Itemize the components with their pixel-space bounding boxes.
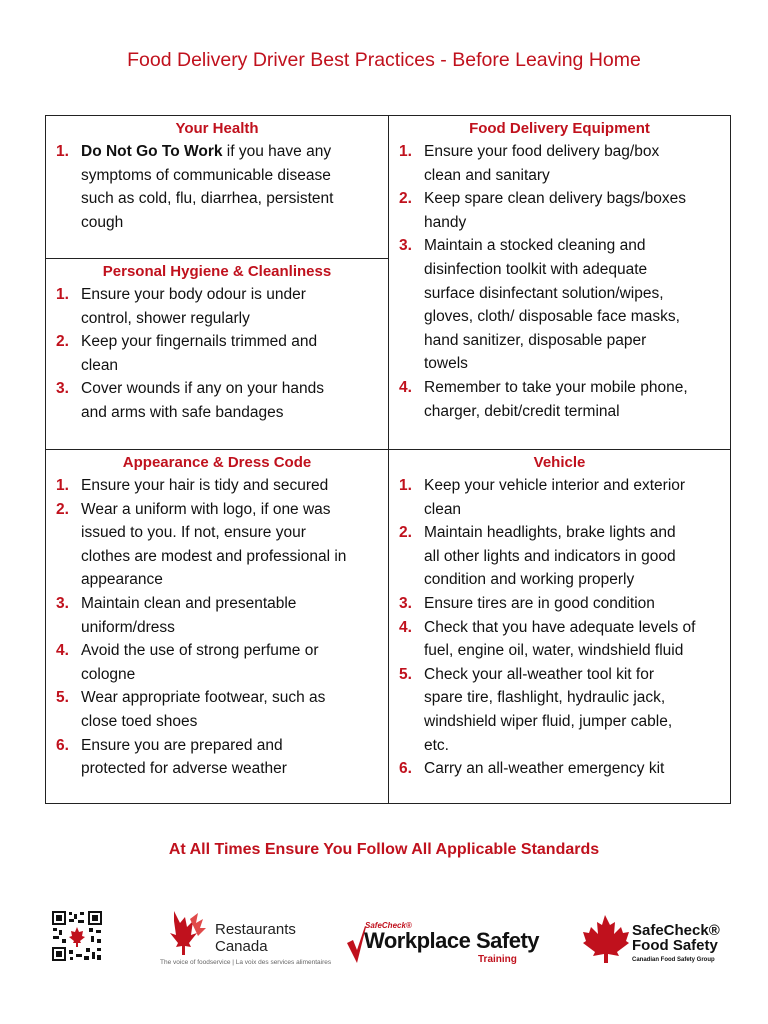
item-number: 3. bbox=[399, 594, 412, 612]
page-title: Food Delivery Driver Best Practices - Before Leaving Home bbox=[127, 49, 641, 71]
item-text-line: Carry an all-weather emergency kit bbox=[424, 760, 665, 778]
item-text-line: Ensure you are prepared and bbox=[81, 736, 283, 754]
list-item bbox=[389, 234, 730, 376]
list-item bbox=[46, 140, 388, 234]
item-text-line: Ensure your hair is tidy and secured bbox=[81, 477, 329, 494]
workplace-safety-subtitle: Training bbox=[478, 954, 517, 965]
item-text-line: uniform/dress bbox=[81, 618, 175, 636]
restaurants-canada-name-1: Restaurants bbox=[215, 921, 296, 938]
workplace-safety-logo bbox=[346, 911, 546, 971]
item-text-line: clean and sanitary bbox=[424, 166, 550, 184]
item-list bbox=[46, 140, 388, 234]
list-item bbox=[46, 686, 388, 733]
maple-leaf-icon bbox=[160, 907, 212, 957]
item-text-line: Maintain headlights, brake lights and bbox=[424, 524, 676, 542]
list-item bbox=[46, 283, 388, 330]
section-your-health bbox=[46, 116, 388, 234]
item-number: 1. bbox=[56, 286, 69, 303]
item-text-line: disinfection toolkit with adequate bbox=[424, 260, 648, 278]
list-item bbox=[389, 187, 730, 234]
item-number: 4. bbox=[399, 618, 412, 636]
list-item bbox=[389, 757, 730, 781]
list-item bbox=[46, 377, 388, 424]
item-number: 3. bbox=[399, 237, 412, 255]
item-text-line: if you have any bbox=[222, 143, 332, 160]
standards-notice: At All Times Ensure You Follow All Applicable Standards bbox=[168, 841, 600, 858]
item-text-line: control, shower regularly bbox=[81, 309, 250, 327]
item-number: 1. bbox=[399, 143, 412, 160]
item-text-line: cologne bbox=[81, 665, 136, 683]
item-text-line: Remember to take your mobile phone, bbox=[424, 378, 688, 396]
maple-leaf-icon bbox=[580, 913, 630, 963]
item-number: 2. bbox=[399, 524, 412, 542]
item-text-line: Ensure your food delivery bag/box bbox=[424, 143, 660, 160]
item-text-line: clean bbox=[81, 356, 119, 374]
section-personal-hygiene bbox=[46, 259, 388, 425]
item-text-line: Maintain clean and presentable bbox=[81, 594, 297, 612]
item-number: 2. bbox=[399, 190, 412, 208]
section-vehicle bbox=[389, 450, 730, 781]
item-emphasis: Do Not Go To Work bbox=[81, 143, 223, 160]
list-item bbox=[389, 140, 730, 187]
item-text-line: hand sanitizer, disposable paper bbox=[424, 331, 647, 349]
item-text-line: such as cold, flu, diarrhea, persistent bbox=[81, 190, 334, 208]
list-item bbox=[389, 663, 730, 757]
list-item bbox=[46, 592, 388, 639]
section-appearance bbox=[46, 450, 388, 781]
item-text-line: Keep spare clean delivery bags/boxes bbox=[424, 190, 686, 208]
item-text-line: surface disinfectant solution/wipes, bbox=[424, 284, 664, 302]
item-text-line: spare tire, flashlight, hydraulic jack, bbox=[424, 689, 666, 707]
item-text-line: issued to you. If not, ensure your bbox=[81, 524, 306, 542]
section-delivery-equipment bbox=[389, 116, 730, 423]
section-heading: Vehicle bbox=[533, 454, 586, 471]
safecheck-tagline: Canadian Food Safety Group bbox=[632, 957, 715, 963]
item-text-line: close toed shoes bbox=[81, 712, 198, 730]
item-number: 5. bbox=[56, 689, 69, 707]
logo-bar bbox=[0, 905, 768, 975]
item-number: 3. bbox=[56, 380, 69, 398]
list-item bbox=[389, 616, 730, 663]
workplace-safety-brand: SafeCheck® bbox=[365, 921, 412, 930]
section-heading: Personal Hygiene & Cleanliness bbox=[102, 263, 332, 280]
item-list bbox=[46, 474, 388, 781]
list-item bbox=[46, 639, 388, 686]
item-number: 2. bbox=[56, 333, 69, 351]
list-item bbox=[389, 592, 730, 616]
item-number: 4. bbox=[399, 378, 412, 396]
item-text-line: Check that you have adequate levels of bbox=[424, 618, 696, 636]
item-list bbox=[389, 474, 730, 781]
section-heading: Appearance & Dress Code bbox=[122, 454, 312, 471]
item-text-line: handy bbox=[424, 213, 467, 231]
item-number: 1. bbox=[399, 477, 412, 494]
item-text-line: towels bbox=[424, 355, 468, 373]
item-number: 3. bbox=[56, 594, 69, 612]
list-item bbox=[46, 330, 388, 377]
list-item bbox=[46, 734, 388, 781]
qr-code bbox=[51, 910, 103, 962]
item-text-line: windshield wiper fluid, jumper cable, bbox=[424, 712, 673, 730]
checkmark-icon bbox=[346, 925, 366, 965]
section-heading: Food Delivery Equipment bbox=[469, 120, 650, 137]
item-list bbox=[46, 283, 388, 425]
practices-table bbox=[45, 115, 731, 804]
item-number: 4. bbox=[56, 642, 69, 660]
list-item bbox=[46, 474, 388, 498]
item-text-line: Maintain a stocked cleaning and bbox=[424, 237, 646, 255]
item-text-line: charger, debit/credit terminal bbox=[424, 402, 620, 420]
item-text-line: appearance bbox=[81, 571, 163, 589]
section-heading: Your Health bbox=[175, 120, 259, 137]
item-text-line: gloves, cloth/ disposable face masks, bbox=[424, 308, 680, 326]
item-number: 5. bbox=[399, 665, 412, 683]
safecheck-name-2: Food Safety bbox=[632, 937, 718, 954]
restaurants-canada-tagline: The voice of foodservice | La voix des services alimentaires bbox=[160, 959, 332, 966]
safecheck-food-safety-logo bbox=[580, 913, 730, 971]
item-text-line: Keep your vehicle interior and exterior bbox=[424, 477, 686, 494]
item-text-line: Wear appropriate footwear, such as bbox=[81, 689, 326, 707]
item-list bbox=[389, 140, 730, 423]
item-text-line: condition and working properly bbox=[424, 571, 635, 589]
list-item bbox=[389, 521, 730, 592]
item-text-line: all other lights and indicators in good bbox=[424, 547, 676, 565]
item-text-line: clothes are modest and professional in bbox=[81, 547, 347, 565]
list-item bbox=[389, 474, 730, 521]
item-text-line: cough bbox=[81, 213, 124, 231]
item-text-line: Check your all-weather tool kit for bbox=[424, 665, 655, 683]
item-text-line: Avoid the use of strong perfume or bbox=[81, 642, 319, 660]
item-text-line: Ensure your body odour is under bbox=[81, 286, 306, 303]
item-number: 6. bbox=[56, 736, 69, 754]
item-text-line: Ensure tires are in good condition bbox=[424, 594, 655, 612]
item-number: 1. bbox=[56, 477, 69, 494]
item-number: 2. bbox=[56, 500, 69, 518]
item-text-line: Keep your fingernails trimmed and bbox=[81, 333, 318, 351]
item-text-line: and arms with safe bandages bbox=[81, 403, 284, 421]
item-number: 6. bbox=[399, 760, 412, 778]
list-item bbox=[46, 498, 388, 592]
restaurants-canada-logo bbox=[160, 907, 332, 971]
list-item bbox=[389, 376, 730, 423]
item-text-line: clean bbox=[424, 500, 462, 518]
item-text-line: Cover wounds if any on your hands bbox=[81, 380, 324, 398]
item-text-line: fuel, engine oil, water, windshield fluid bbox=[424, 642, 684, 660]
item-text-line: protected for adverse weather bbox=[81, 760, 287, 778]
restaurants-canada-name-2: Canada bbox=[215, 938, 268, 955]
item-text-line: symptoms of communicable disease bbox=[81, 166, 331, 184]
item-text-line: Wear a uniform with logo, if one was bbox=[81, 500, 331, 518]
safecheck-name-1: SafeCheck® bbox=[632, 922, 720, 939]
workplace-safety-title: Workplace Safety bbox=[364, 928, 540, 953]
item-text-line: etc. bbox=[424, 736, 449, 754]
item-number: 1. bbox=[56, 143, 69, 160]
